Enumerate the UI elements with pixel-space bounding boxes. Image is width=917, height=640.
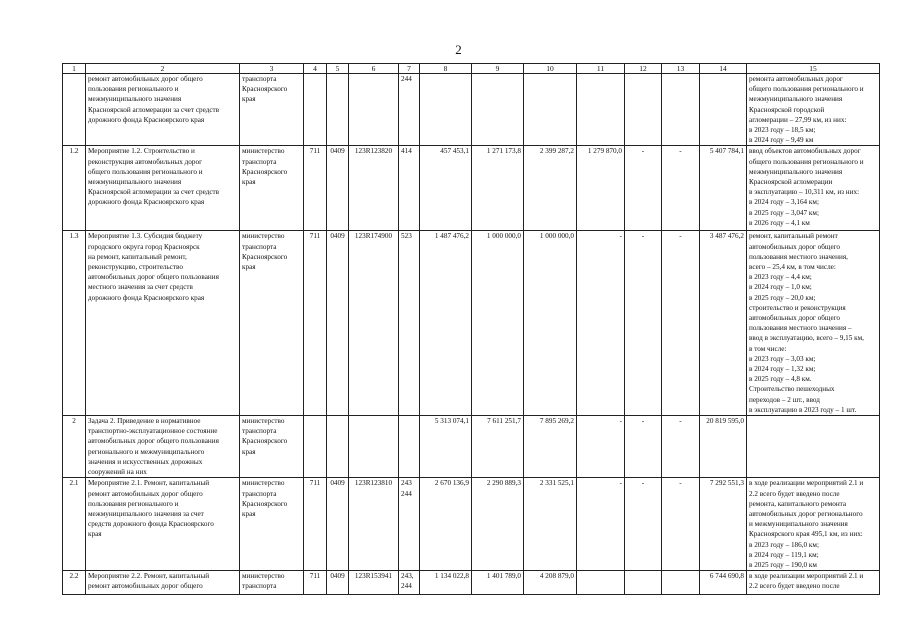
code-section	[327, 74, 349, 146]
row-number: 2.1	[63, 478, 86, 571]
amount-col-12: -	[625, 146, 662, 231]
expected-result-line: Красноярской городской	[749, 105, 825, 114]
responsible-org-line: министерство	[242, 479, 285, 488]
code-expense-type-line: 243,	[401, 572, 414, 581]
expected-result-line: строительство и реконструкция	[749, 303, 846, 312]
responsible-org-line: министерство	[242, 147, 285, 156]
amount-total: 3 487 476,2	[700, 231, 747, 416]
code-expense-type-line: 244	[401, 582, 412, 591]
responsible-org-line: транспорта	[242, 242, 277, 251]
activity-name-line: реконструкция автомобильных дорог	[88, 157, 203, 166]
column-header: 8	[420, 64, 472, 74]
responsible-org-line: транспорта	[242, 489, 277, 498]
expected-result-line: в 2024 году – 3,164 км;	[749, 198, 819, 207]
code-target: 123R174900	[349, 231, 399, 416]
expected-result-line: и межмуниципального значения	[749, 520, 848, 529]
amount-col-11	[577, 571, 625, 595]
code-expense-type-line: 414	[401, 147, 412, 156]
table-row	[63, 231, 880, 416]
expected-result-line: в 2023 году – 186,0 км;	[749, 540, 819, 549]
amount-col-12	[625, 571, 662, 595]
column-header: 6	[349, 64, 399, 74]
responsible-org	[240, 478, 304, 571]
responsible-org-line: края	[242, 447, 256, 456]
table-header-row	[63, 64, 880, 74]
table-row	[63, 146, 880, 231]
activity-name-line: пользования регионального и	[88, 499, 179, 508]
activity-name-line: ремонт автомобильных дорог общего	[88, 489, 203, 498]
responsible-org	[240, 571, 304, 595]
table-row	[63, 416, 880, 478]
activity-name-line: сооружений на них	[88, 468, 147, 477]
activity-name-line: межмуниципального значения	[88, 178, 182, 187]
activity-name-line: автомобильных дорог общего пользования	[88, 437, 219, 446]
code-target	[349, 416, 399, 478]
expected-result-line: ремонт, капитальный ремонт	[749, 232, 838, 241]
amount-col-9: 7 611 251,7	[472, 416, 524, 478]
activity-name	[86, 571, 240, 595]
activity-name-line: регионального и межмуниципального	[88, 447, 205, 456]
activity-name-line: местного значения за счет средств	[88, 283, 193, 292]
activity-name-line: средств дорожного фонда Красноярского	[88, 520, 214, 529]
amount-col-10	[524, 74, 577, 146]
code-expense-type-line: 523	[401, 232, 412, 241]
amount-total: 5 407 784,1	[700, 146, 747, 231]
expected-result	[747, 74, 880, 146]
expected-result-line: в 2024 году – 1,32 км;	[749, 365, 816, 374]
code-expense-type-line: 244	[401, 489, 412, 498]
amount-total: 6 744 690,8	[700, 571, 747, 595]
expected-result-line: автомобильных дорог общего	[749, 242, 841, 251]
activity-name-line: значения и искусственных дорожных	[88, 457, 203, 466]
expected-result-line: общего пользования регионального и	[749, 157, 864, 166]
expected-result	[747, 146, 880, 231]
activity-name	[86, 416, 240, 478]
code-expense-type-line: 244	[401, 75, 412, 83]
row-number	[63, 74, 86, 146]
amount-col-10: 2 331 525,1	[524, 478, 577, 571]
activity-name-line: реконструкцию, строительство	[88, 263, 183, 272]
expected-result-line: автомобильных дорог общего	[749, 314, 841, 323]
column-header: 15	[747, 64, 880, 74]
activity-name-line: Красноярской агломерации за счет средств	[88, 105, 220, 114]
column-header: 13	[662, 64, 700, 74]
expected-result-line: в эксплуатацию в 2023 году – 1 шт.	[749, 405, 857, 414]
amount-col-9: 2 290 889,3	[472, 478, 524, 571]
expected-result-line: межмуниципального значения	[749, 167, 843, 176]
amount-col-8: 1 134 022,8	[420, 571, 472, 595]
activity-name-line: общего пользования регионального и	[88, 167, 203, 176]
code-target: 123R123820	[349, 146, 399, 231]
responsible-org-line: Красноярского	[242, 167, 288, 176]
amount-col-8: 5 313 074,1	[420, 416, 472, 478]
amount-col-10: 7 895 269,2	[524, 416, 577, 478]
responsible-org-line: транспорта	[242, 157, 277, 166]
code-section: 0409	[327, 478, 349, 571]
expected-result-line: в 2023 году – 3,03 км;	[749, 354, 816, 363]
amount-col-12	[625, 74, 662, 146]
amount-col-13: -	[662, 416, 700, 478]
amount-col-9: 1 401 789,0	[472, 571, 524, 595]
column-header: 12	[625, 64, 662, 74]
expected-result-line: в 2023 году – 4,4 км;	[749, 273, 812, 282]
table-row	[63, 74, 880, 146]
activity-name-line: дорожного фонда Красноярского края	[88, 198, 205, 207]
activity-name-line: Задача 2. Приведение в нормативное	[88, 417, 201, 426]
code-expense-type	[399, 231, 420, 416]
expected-result-line: в 2025 году – 3,047 км;	[749, 208, 819, 217]
expected-result-line: Строительство пешеходных	[749, 385, 835, 394]
responsible-org	[240, 416, 304, 478]
activity-name-line: ремонт автомобильных дорог общего	[88, 582, 203, 591]
expected-result	[747, 478, 880, 571]
code-section: 0409	[327, 571, 349, 595]
amount-col-10: 1 000 000,0	[524, 231, 577, 416]
expected-result-line: пользования местного значения –	[749, 324, 852, 333]
column-header: 2	[86, 64, 240, 74]
expected-result-line: автомобильных дорог регионального	[749, 509, 863, 518]
activity-name-line: автомобильных дорог общего пользования	[88, 273, 219, 282]
activity-name-line: транспортно-эксплуатационное состояние	[88, 427, 218, 436]
code-expense-type	[399, 571, 420, 595]
amount-col-8: 457 453,1	[420, 146, 472, 231]
amount-col-11: -	[577, 231, 625, 416]
expected-result-line: межмуниципального значения	[749, 95, 843, 104]
row-number: 1.3	[63, 231, 86, 416]
responsible-org	[240, 74, 304, 146]
code-expense-type	[399, 478, 420, 571]
amount-col-8: 2 670 136,9	[420, 478, 472, 571]
responsible-org-line: министерство	[242, 417, 285, 426]
code-grbs	[304, 74, 327, 146]
row-number: 2.2	[63, 571, 86, 595]
code-grbs	[304, 416, 327, 478]
expected-result-line: ввод в эксплуатацию, всего – 9,15 км,	[749, 334, 864, 343]
activity-name-line: межмуниципального значения	[88, 95, 182, 104]
responsible-org	[240, 231, 304, 416]
responsible-org	[240, 146, 304, 231]
budget-table	[62, 63, 880, 595]
amount-col-12: -	[625, 231, 662, 416]
activity-name-line: межмуниципального значения за счет	[88, 509, 204, 518]
row-number: 2	[63, 416, 86, 478]
amount-col-10: 2 399 287,2	[524, 146, 577, 231]
activity-name-line: Мероприятие 1.3. Субсидия бюджету	[88, 232, 203, 241]
expected-result-line: в эксплуатацию – 10,311 км, из них:	[749, 188, 860, 197]
amount-col-8: 1 487 476,2	[420, 231, 472, 416]
expected-result-line: в 2024 году – 1,0 км;	[749, 283, 812, 292]
expected-result-line: Красноярской агломерации	[749, 178, 833, 187]
responsible-org-line: Красноярского	[242, 85, 288, 94]
activity-name	[86, 74, 240, 146]
expected-result-line: в ходе реализации мероприятий 2.1 и	[749, 479, 864, 488]
activity-name-line: на ремонт, капитальный ремонт,	[88, 252, 187, 261]
amount-col-11: -	[577, 416, 625, 478]
amount-total: 20 819 595,0	[700, 416, 747, 478]
responsible-org-line: края	[242, 263, 256, 272]
activity-name	[86, 146, 240, 231]
column-header: 4	[304, 64, 327, 74]
amount-total	[700, 74, 747, 146]
expected-result-line: в ходе реализации мероприятий 2.1 и	[749, 572, 864, 581]
code-section: 0409	[327, 146, 349, 231]
responsible-org-line: транспорта	[242, 75, 277, 83]
activity-name-line: Мероприятие 2.2. Ремонт, капитальный	[88, 572, 210, 581]
expected-result-line: в том числе:	[749, 344, 787, 353]
expected-result-line: в 2024 году – 119,1 км;	[749, 550, 819, 559]
amount-col-13	[662, 571, 700, 595]
responsible-org-line: министерство	[242, 572, 285, 581]
code-expense-type	[399, 74, 420, 146]
expected-result-line: в 2023 году – 18,5 км;	[749, 126, 816, 135]
amount-col-13: -	[662, 231, 700, 416]
code-expense-type	[399, 146, 420, 231]
activity-name-line: края	[88, 530, 102, 539]
responsible-org-line: края	[242, 178, 256, 187]
responsible-org-line: Красноярского	[242, 252, 288, 261]
expected-result-line: агломерации – 27,99 км, из них:	[749, 115, 847, 124]
activity-name-line: Мероприятие 2.1. Ремонт, капитальный	[88, 479, 210, 488]
table-row	[63, 571, 880, 595]
amount-col-8	[420, 74, 472, 146]
responsible-org-line: края	[242, 509, 256, 518]
code-grbs: 711	[304, 231, 327, 416]
amount-col-13: -	[662, 146, 700, 231]
amount-col-9: 1 000 000,0	[472, 231, 524, 416]
expected-result-line: в 2025 году – 4,8 км.	[749, 375, 812, 384]
amount-col-11	[577, 74, 625, 146]
activity-name-line: городского округа город Красноярск	[88, 242, 200, 251]
activity-name-line: Мероприятие 1.2. Строительство и	[88, 147, 195, 156]
column-header: 10	[524, 64, 577, 74]
code-target: 123R123810	[349, 478, 399, 571]
activity-name-line: пользования регионального и	[88, 85, 179, 94]
expected-result-line: в 2025 году – 20,0 км;	[749, 293, 816, 302]
code-grbs: 711	[304, 478, 327, 571]
row-number: 1.2	[63, 146, 86, 231]
code-section	[327, 416, 349, 478]
column-header: 7	[399, 64, 420, 74]
activity-name	[86, 231, 240, 416]
expected-result	[747, 571, 880, 595]
code-target	[349, 74, 399, 146]
expected-result-line: 2.2 всего будет введено после	[749, 489, 840, 498]
amount-col-10: 4 208 879,0	[524, 571, 577, 595]
responsible-org-line: транспорта	[242, 427, 277, 436]
expected-result-line: общего пользования регионального и	[749, 85, 864, 94]
expected-result-line: в 2024 году – 9,49 км	[749, 136, 814, 145]
amount-col-11: -	[577, 478, 625, 571]
code-expense-type-line: 243	[401, 479, 412, 488]
responsible-org-line: Красноярского	[242, 499, 288, 508]
expected-result-line: переходов – 2 шт., ввод	[749, 395, 820, 404]
expected-result-line: 2.2 всего будет введено после	[749, 582, 840, 591]
amount-col-9	[472, 74, 524, 146]
column-header: 5	[327, 64, 349, 74]
expected-result-line: ремонта автомобильных дорог	[749, 75, 843, 83]
code-target: 123R153941	[349, 571, 399, 595]
activity-name-line: дорожного фонда Красноярского края	[88, 293, 205, 302]
expected-result-line: ввод объектов автомобильных дорог	[749, 147, 861, 156]
expected-result	[747, 416, 880, 478]
activity-name-line: дорожного фонда Красноярского края	[88, 115, 205, 124]
amount-col-12: -	[625, 478, 662, 571]
expected-result-line: в 2026 году – 4,1 км	[749, 218, 810, 227]
responsible-org-line: края	[242, 95, 256, 104]
column-header: 9	[472, 64, 524, 74]
column-header: 11	[577, 64, 625, 74]
amount-col-13: -	[662, 478, 700, 571]
column-header: 3	[240, 64, 304, 74]
page-number: 2	[455, 42, 462, 57]
column-header: 1	[63, 64, 86, 74]
activity-name-line: Красноярской агломерации за счет средств	[88, 188, 220, 197]
expected-result-line: в 2025 году – 190,0 км	[749, 560, 817, 569]
activity-name	[86, 478, 240, 571]
amount-total: 7 292 551,3	[700, 478, 747, 571]
activity-name-line: ремонт автомобильных дорог общего	[88, 75, 203, 83]
code-grbs: 711	[304, 146, 327, 231]
amount-col-12: -	[625, 416, 662, 478]
code-grbs: 711	[304, 571, 327, 595]
responsible-org-line: министерство	[242, 232, 285, 241]
expected-result-line: всего – 25,4 км, в том числе:	[749, 263, 836, 272]
expected-result	[747, 231, 880, 416]
table-row	[63, 478, 880, 571]
expected-result-line: Красноярского края 495,1 км, из них:	[749, 530, 863, 539]
code-section: 0409	[327, 231, 349, 416]
amount-col-9: 1 271 173,8	[472, 146, 524, 231]
amount-col-11: 1 279 870,0	[577, 146, 625, 231]
code-expense-type	[399, 416, 420, 478]
column-header: 14	[700, 64, 747, 74]
amount-col-13	[662, 74, 700, 146]
responsible-org-line: транспорта	[242, 582, 277, 591]
expected-result-line: ремонта, капитального ремонта	[749, 499, 847, 508]
responsible-org-line: Красноярского	[242, 437, 288, 446]
expected-result-line: пользования местного значения,	[749, 252, 848, 261]
